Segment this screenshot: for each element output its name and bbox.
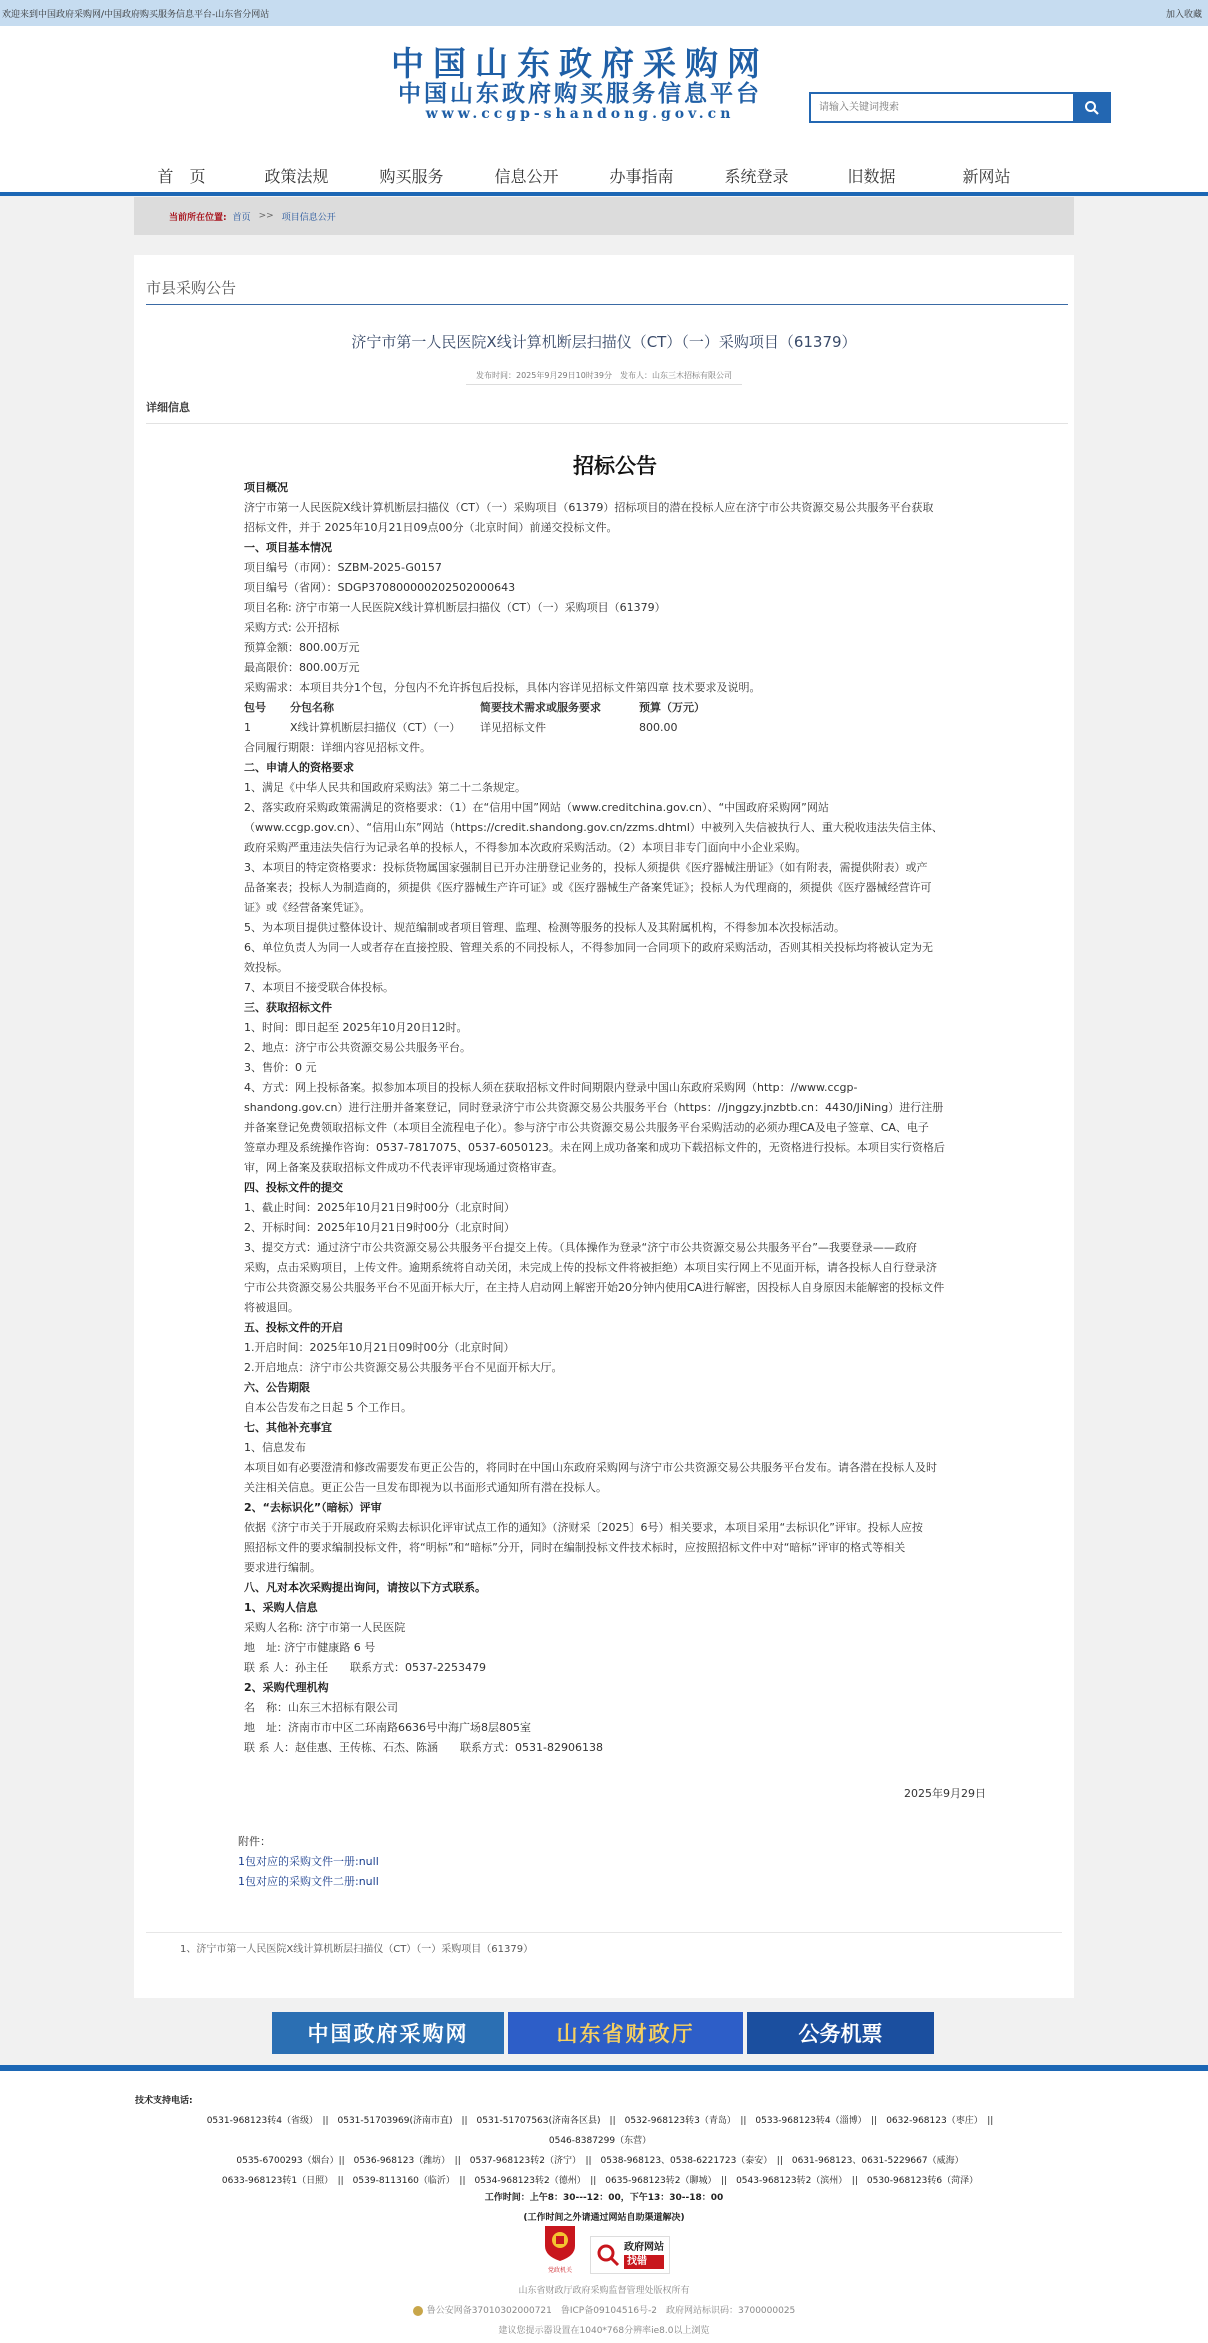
basic-line: 采购方式: 公开招标 <box>244 621 340 634</box>
publish-meta-text: 发布时间：2025年9月29日10时39分 发布人：山东三木招标有限公司 <box>466 371 742 385</box>
qual-line: 品备案表；投标人为制造商的，须提供《医疗器械生产许可证》或《医疗器械生产备案凭证》；投标人为代理商的，须提供《医疗器械经营许可 <box>244 881 932 894</box>
banner-ccgp[interactable]: 中国政府采购网 <box>272 2012 504 2054</box>
other-subheading: 1、信息发布 <box>244 1441 306 1454</box>
logo-line1: 中国山东政府采购网 <box>391 44 769 83</box>
detail-label: 详细信息 <box>146 399 1068 424</box>
basic-line: 最高限价：800.00万元 <box>244 661 360 674</box>
package-cell: 1 <box>244 721 251 734</box>
submit-line: 1、截止时间：2025年10月21日9时00分（北京时间） <box>244 1201 515 1214</box>
obtain-line: 并备案登记免费领取招标文件（本项目全流程电子化）。参与济宁市公共资源交易公共服务平台采购活动的必须办理CA及电子签章、CA、电子 <box>244 1121 929 1134</box>
breadcrumb-separator: >> <box>258 211 274 221</box>
basic-line: 预算金额：800.00万元 <box>244 641 360 654</box>
breadcrumb <box>134 197 1074 235</box>
footer-badges <box>542 2224 670 2274</box>
search-icon <box>1084 100 1100 116</box>
banner-flight-tickets[interactable]: 公务机票 <box>747 2012 934 2054</box>
other-line: 关注相关信息。更正公告一旦发布即视为以书面形式通知所有潜在投标人。 <box>244 1481 607 1494</box>
open-line: 2.开启地点：济宁市公共资源交易公共服务平台不见面开标大厅。 <box>244 1361 563 1374</box>
icp-text <box>0 2301 1208 2321</box>
attachment-link[interactable]: 1包对应的采购文件二册:null <box>238 1875 379 1888</box>
obtain-line: 3、售价：0 元 <box>244 1061 317 1074</box>
hours-text: 工作时间：上午8：30---12：00，下午13：30--18：00 <box>484 2193 724 2203</box>
qual-line: 1、满足《中华人民共和国政府采购法》第二十二条规定。 <box>244 781 526 794</box>
period-line: 自本公告发布之日起 5 个工作日。 <box>244 1401 412 1414</box>
related-item <box>146 1932 1062 1955</box>
breadcrumb-home[interactable]: 首页 <box>232 212 251 223</box>
qual-line: 效投标。 <box>244 961 288 974</box>
submit-line: 宁市公共资源交易公共服务平台不见面开标大厅，在主持人启动网上解密开始20分钟内使用CA进行解密，因投标人自身原因未能解密的投标文件 <box>244 1281 945 1294</box>
basic-line: 项目名称: 济宁市第一人民医院X线计算机断层扫描仪（CT）（一）采购项目（61379） <box>244 601 666 614</box>
contact-line: 名 称：山东三木招标有限公司 <box>244 1701 398 1714</box>
site-logo[interactable] <box>380 46 780 122</box>
breadcrumb-current[interactable]: 项目信息公开 <box>281 212 336 223</box>
magnifier-icon <box>596 2243 620 2267</box>
site-footer <box>0 2071 1208 2343</box>
contact-line: 地 址：济南市市中区二环南路6636号中海广场8层805室 <box>244 1721 531 1734</box>
obtain-line: shandong.gov.cn）进行注册并备案登记，同时登录济宁市公共资源交易公共服务平台（https：//jnggzy.jnzbtb.cn：4430/JiNing）进行注册 <box>244 1101 944 1114</box>
search-input[interactable] <box>809 92 1073 123</box>
content-panel <box>134 255 1074 1998</box>
nav-guide[interactable]: 办事指南 <box>609 167 674 186</box>
site-header <box>0 26 1208 136</box>
nav-policies[interactable]: 政策法规 <box>264 167 329 186</box>
gov-site-error-report[interactable] <box>590 2236 670 2274</box>
contact-subheading: 2、采购代理机构 <box>244 1681 329 1694</box>
contact-line: 地 址: 济宁市健康路 6 号 <box>244 1641 376 1654</box>
add-favorite-link[interactable]: 加入收藏 <box>1165 9 1202 20</box>
banner-finance-dept[interactable]: 山东省财政厅 <box>508 2012 743 2054</box>
package-header: 简要技术需求或服务要求 <box>480 701 601 714</box>
qual-line: 证》或《经营备案凭证》。 <box>244 901 371 914</box>
section-heading: 三、获取招标文件 <box>244 1001 332 1014</box>
phone-line: 0535-6700293（烟台）|| 0536-968123（潍坊） || 0537-968123转2（济宁） || 0538-968123、0538-6221723（泰安） || 0631-968123、0631-5229667（威海） <box>236 2156 964 2166</box>
section-overview: 项目概况 <box>244 481 288 494</box>
obtain-line: 签章办理及系统操作咨询：0537-7817075、0537-6050123。未在网上成功备案和成功下载招标文件的，无资格进行投标。本项目实行资格后 <box>244 1141 945 1154</box>
notice-heading: 招标公告 <box>573 454 657 478</box>
overview-line: 济宁市第一人民医院X线计算机断层扫描仪（CT）（一）采购项目（61379）招标项目的潜在投标人应在济宁市公共资源交易公共服务平台获取 <box>244 501 934 514</box>
error-label-2: 找错 <box>624 2255 664 2269</box>
phone-line: 0546-8387299（东营） <box>548 2136 652 2146</box>
section-heading: 一、项目基本情况 <box>244 541 332 554</box>
phone-line: 0531-968123转4（省级） || 0531-51703969(济南市直) || 0531-51707563(济南各区县) || 0532-968123转3（青岛） || 0533-968123转4（淄博） || 0632-968123（枣庄） || <box>206 2116 994 2126</box>
section-heading: 二、申请人的资格要求 <box>244 761 354 774</box>
nav-old-data[interactable]: 旧数据 <box>847 167 896 186</box>
publish-meta <box>146 370 1062 381</box>
other-subheading: 2、“去标识化”（暗标）评审 <box>244 1501 382 1514</box>
nav-home[interactable]: 首 页 <box>157 167 206 186</box>
section-heading: 六、公告期限 <box>244 1381 310 1394</box>
error-label-1: 政府网站 <box>624 2242 664 2253</box>
submit-line: 3、提交方式：通过济宁市公共资源交易公共服务平台提交上传。（具体操作为登录“济宁市公共资源交易公共服务平台”—我要登录——政府 <box>244 1241 917 1254</box>
icp-line: 鲁公安网备37010302000721 鲁ICP备09104516号-2 政府网站标识码：3700000025 <box>426 2306 796 2316</box>
contact-line: 联 系 人：赵佳惠、王传栋、石杰、陈涵 联系方式：0531-82906138 <box>244 1741 603 1754</box>
package-table <box>244 698 986 738</box>
breadcrumb-label: 当前所在位置: <box>169 212 227 223</box>
qual-line: 2、落实政府采购政策需满足的资格要求：（1）在“信用中国”网站（www.creditchina.gov.cn）、“中国政府采购网”网站 <box>244 801 829 814</box>
notice-body <box>238 454 986 1892</box>
main-nav <box>0 136 1208 196</box>
hours-note: (工作时间之外请通过网站自助渠道解决) <box>523 2213 685 2223</box>
obtain-line: 2、地点：济宁市公共资源交易公共服务平台。 <box>244 1041 471 1054</box>
qual-line: （www.ccgp.gov.cn）、“信用山东”网站（https://credit.shandong.gov.cn/zzms.dhtml）中被列入失信被执行人、重大税收违法失信主体、 <box>244 821 943 834</box>
other-line: 照招标文件的要求编制投标文件，将“明标”和“暗标”分开，同时在编制投标文件技术标时，应按照招标文件中对“暗标”评审的格式等相关 <box>244 1541 906 1554</box>
basic-line: 项目编号（省网）：SDGP370800000202502000643 <box>244 581 516 594</box>
nav-purchase-services[interactable]: 购买服务 <box>379 167 444 186</box>
package-cell: 详见招标文件 <box>480 721 546 734</box>
basic-line: 项目编号（市网）：SZBM-2025-G0157 <box>244 561 442 574</box>
badge-text: 党政机关 <box>547 2267 572 2274</box>
obtain-line: 4、方式：网上投标备案。拟参加本项目的投标人须在获取招标文件时间期限内登录中国山东政府采购网（http：//www.ccgp- <box>244 1081 858 1094</box>
contact-subheading: 1、采购人信息 <box>244 1601 318 1614</box>
copyright-block <box>0 2281 1208 2341</box>
logo-url: www.ccgp-shandong.gov.cn <box>425 106 735 122</box>
section-heading: 五、投标文件的开启 <box>244 1321 343 1334</box>
submit-line: 将被退回。 <box>244 1301 299 1314</box>
working-hours <box>0 2188 1208 2228</box>
submit-line: 采购，点击采购项目，上传文件。逾期系统将自动关闭，未完成上传的投标文件将被拒绝）本项目实行网上不见面开标，请各投标人自行登录济 <box>244 1261 937 1274</box>
qual-line: 7、本项目不接受联合体投标。 <box>244 981 394 994</box>
obtain-line: 1、时间：即日起至 2025年10月20日12时。 <box>244 1021 468 1034</box>
welcome-text: 欢迎来到中国政府采购网/中国政府购买服务信息平台-山东省分网站 <box>2 9 270 20</box>
contract-line: 合同履行期限：详细内容见招标文件。 <box>244 741 431 754</box>
police-badge-icon <box>413 2306 423 2316</box>
attachment-link[interactable]: 1包对应的采购文件一册:null <box>238 1855 379 1868</box>
qual-line: 3、本项目的特定资格要求：投标货物属国家强制目已开办注册登记业务的，投标人须提供《医疗器械注册证》（如有附表，需提供附表）或产 <box>244 861 928 874</box>
tech-support-label: 技术支持电话: <box>135 2096 193 2106</box>
section-heading: 七、其他补充事宜 <box>244 1421 332 1434</box>
copyright-text: 山东省财政厅政府采购监督管理处版权所有 <box>518 2286 690 2296</box>
browser-tip: 建议您提示器设置在1040*768分辨率ie8.0以上浏览 <box>498 2326 710 2336</box>
section-heading: 八、凡对本次采购提出询问，请按以下方式联系。 <box>244 1581 486 1594</box>
section-heading: 四、投标文件的提交 <box>244 1181 343 1194</box>
submit-line: 2、开标时间：2025年10月21日9时00分（北京时间） <box>244 1221 515 1234</box>
package-cell: X线计算机断层扫描仪（CT）（一） <box>290 721 461 734</box>
panel-title: 市县采购公告 <box>146 255 1068 305</box>
nav-login[interactable]: 系统登录 <box>724 167 789 186</box>
open-line: 1.开启时间：2025年10月21日09时00分（北京时间） <box>244 1341 515 1354</box>
logo-line2: 中国山东政府购买服务信息平台 <box>398 80 762 107</box>
package-header: 包号 <box>244 701 266 714</box>
related-link[interactable]: 1、济宁市第一人民医院X线计算机断层扫描仪（CT）（一）采购项目（61379） <box>180 1944 534 1955</box>
other-line: 本项目如有必要澄清和修改需要发布更正公告的，将同时在中国山东政府采购网与济宁市公共资源交易公共服务平台发布。请各潜在投标人及时 <box>244 1461 937 1474</box>
nav-new-site[interactable]: 新网站 <box>962 167 1011 186</box>
search-box <box>809 92 1111 123</box>
qual-line: 6、单位负责人为同一人或者存在直接控股、管理关系的不同投标人，不得参加同一合同项下的政府采购活动，否则其相关投标均将被认定为无 <box>244 941 933 954</box>
contact-line: 采购人名称: 济宁市第一人民医院 <box>244 1621 406 1634</box>
phone-line: 0633-968123转1（日照） || 0539-8113160（临沂） || 0534-968123转2（德州） || 0635-968123转2（聊城） || 0543-968123转2（滨州） || 0530-968123转6（菏泽） <box>221 2176 979 2186</box>
banner-links <box>272 2012 934 2054</box>
attachments-label: 附件： <box>238 1835 271 1848</box>
notice-date: 2025年9月29日 <box>904 1787 986 1800</box>
obtain-line: 审，网上备案及获取招标文件成功不代表评审现场通过资格审查。 <box>244 1161 563 1174</box>
party-govt-badge[interactable] <box>542 2224 578 2274</box>
package-header: 分包名称 <box>290 701 334 714</box>
contact-line: 联 系 人：孙主任 联系方式：0537-2253479 <box>244 1661 486 1674</box>
other-line: 依据《济宁市关于开展政府采购去标识化评审试点工作的通知》（济财采〔2025〕6号）相关要求，本项目采用“去标识化”评审。投标人应按 <box>244 1521 923 1534</box>
package-cell: 800.00 <box>639 721 678 734</box>
support-phones <box>130 2111 1070 2191</box>
basic-line: 采购需求：本项目共分1个包，分包内不允许拆包后投标，具体内容详见招标文件第四章 技术要求及说明。 <box>244 681 761 694</box>
qual-line: 5、为本项目提供过整体设计、规范编制或者项目管理、监理、检测等服务的投标人及其附属机构，不得参加本次投标活动。 <box>244 921 845 934</box>
package-header: 预算（万元） <box>639 701 705 714</box>
nav-info-disclosure[interactable]: 信息公开 <box>494 167 559 186</box>
emblem-icon <box>543 2224 577 2262</box>
search-button[interactable] <box>1073 92 1111 123</box>
document-title: 济宁市第一人民医院X线计算机断层扫描仪（CT）（一）采购项目（61379） <box>351 333 857 351</box>
other-line: 要求进行编制。 <box>244 1561 321 1574</box>
attachments <box>238 1832 986 1892</box>
qual-line: 政府采购严重违法失信行为记录名单的投标人，不得参加本次政府采购活动。（2）本项目非专门面向中小企业采购。 <box>244 841 807 854</box>
top-bar <box>0 0 1208 26</box>
overview-line: 招标文件，并于 2025年10月21日09点00分（北京时间）前递交投标文件。 <box>244 521 618 534</box>
